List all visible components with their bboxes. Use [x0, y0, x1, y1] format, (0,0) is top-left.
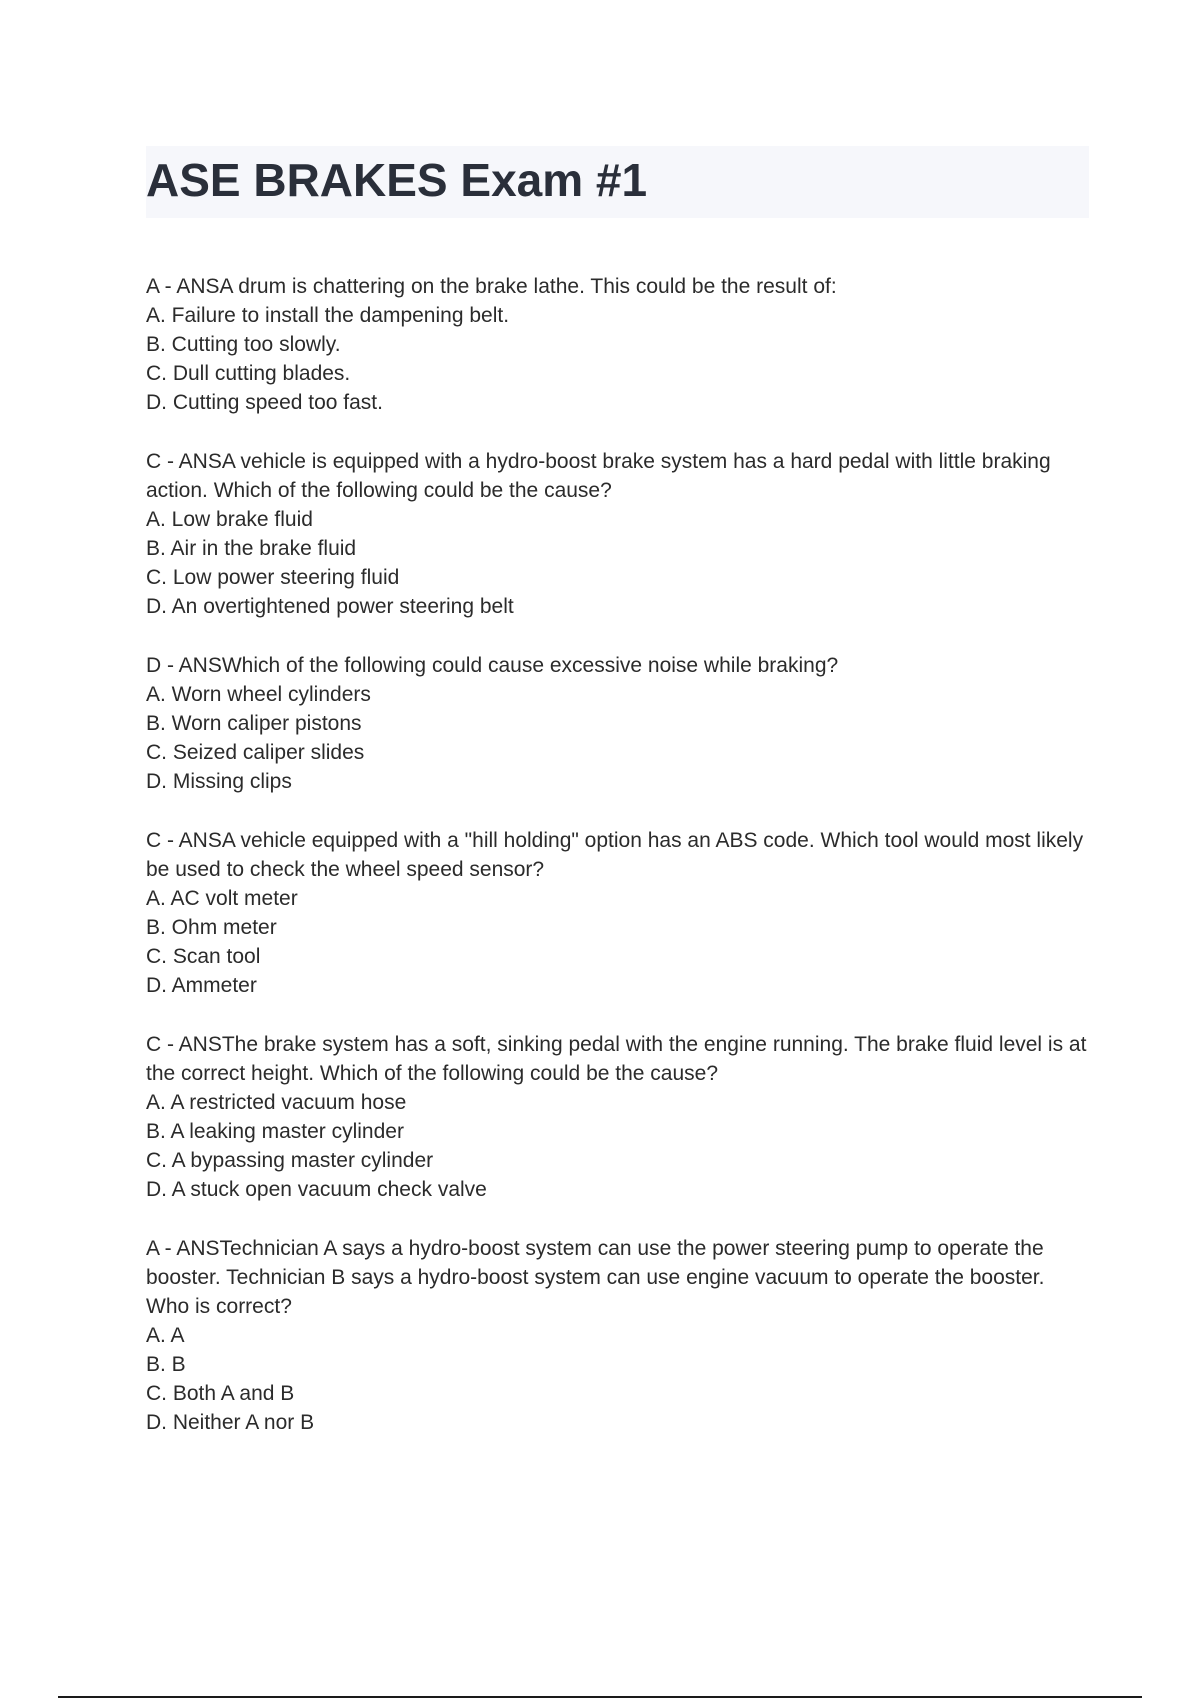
answer-option: C. Both A and B: [146, 1382, 295, 1405]
question-text: C - ANSThe brake system has a soft, sinking pedal with the engine running. The brake fluid level is at the correct height. Which of the following could be the cause?: [146, 1033, 1087, 1085]
answer-option: A. Low brake fluid: [146, 508, 313, 531]
answer-option: A. Worn wheel cylinders: [146, 683, 371, 706]
answer-option: C. A bypassing master cylinder: [146, 1149, 434, 1172]
answer-option: C. Seized caliper slides: [146, 741, 365, 764]
title-banner: [146, 146, 1089, 218]
question-text: C - ANSA vehicle is equipped with a hydro-boost brake system has a hard pedal with little braking action. Which of the following could be the cause?: [146, 450, 1051, 502]
answer-option: B. Air in the brake fluid: [146, 537, 357, 560]
answer-option: A. AC volt meter: [146, 887, 298, 910]
answer-option: D. Missing clips: [146, 770, 292, 793]
question-block-2: [146, 447, 1089, 621]
answer-option: D. An overtightened power steering belt: [146, 595, 514, 618]
answer-option: D. Neither A nor B: [146, 1411, 315, 1434]
answer-options: [146, 301, 1089, 417]
answer-option: C. Scan tool: [146, 945, 261, 968]
answer-options: [146, 884, 1089, 1000]
answer-option: C. Dull cutting blades.: [146, 362, 351, 385]
question-block-5: [146, 1030, 1089, 1204]
question-block-6: [146, 1234, 1089, 1437]
answer-options: [146, 1321, 1089, 1437]
answer-option: B. A leaking master cylinder: [146, 1120, 404, 1143]
question-text: A - ANSTechnician A says a hydro-boost system can use the power steering pump to operate the booster. Technician B says a hydro-boost system can use engine vacuum to operate the booster. Who is correct?: [146, 1237, 1045, 1318]
answer-option: C. Low power steering fluid: [146, 566, 400, 589]
answer-options: [146, 505, 1089, 621]
question-list: [146, 272, 1089, 1467]
answer-option: A. A: [146, 1324, 185, 1347]
answer-option: D. Cutting speed too fast.: [146, 391, 383, 414]
answer-option: B. Worn caliper pistons: [146, 712, 362, 735]
page-title: ASE BRAKES Exam #1: [146, 154, 648, 206]
answer-option: B. Ohm meter: [146, 916, 277, 939]
answer-option: A. Failure to install the dampening belt.: [146, 304, 510, 327]
answer-option: D. Ammeter: [146, 974, 257, 997]
answer-option: B. Cutting too slowly.: [146, 333, 341, 356]
question-text: D - ANSWhich of the following could cause excessive noise while braking?: [146, 654, 839, 677]
question-block-3: [146, 651, 1089, 796]
answer-options: [146, 1088, 1089, 1204]
answer-option: D. A stuck open vacuum check valve: [146, 1178, 487, 1201]
question-text: A - ANSA drum is chattering on the brake lathe. This could be the result of:: [146, 275, 837, 298]
answer-options: [146, 680, 1089, 796]
answer-option: A. A restricted vacuum hose: [146, 1091, 407, 1114]
answer-option: B. B: [146, 1353, 186, 1376]
question-block-4: [146, 826, 1089, 1000]
question-block-1: [146, 272, 1089, 417]
footer-divider: [58, 1696, 1142, 1698]
question-text: C - ANSA vehicle equipped with a "hill holding" option has an ABS code. Which tool would most likely be used to check the wheel speed sensor?: [146, 829, 1084, 881]
